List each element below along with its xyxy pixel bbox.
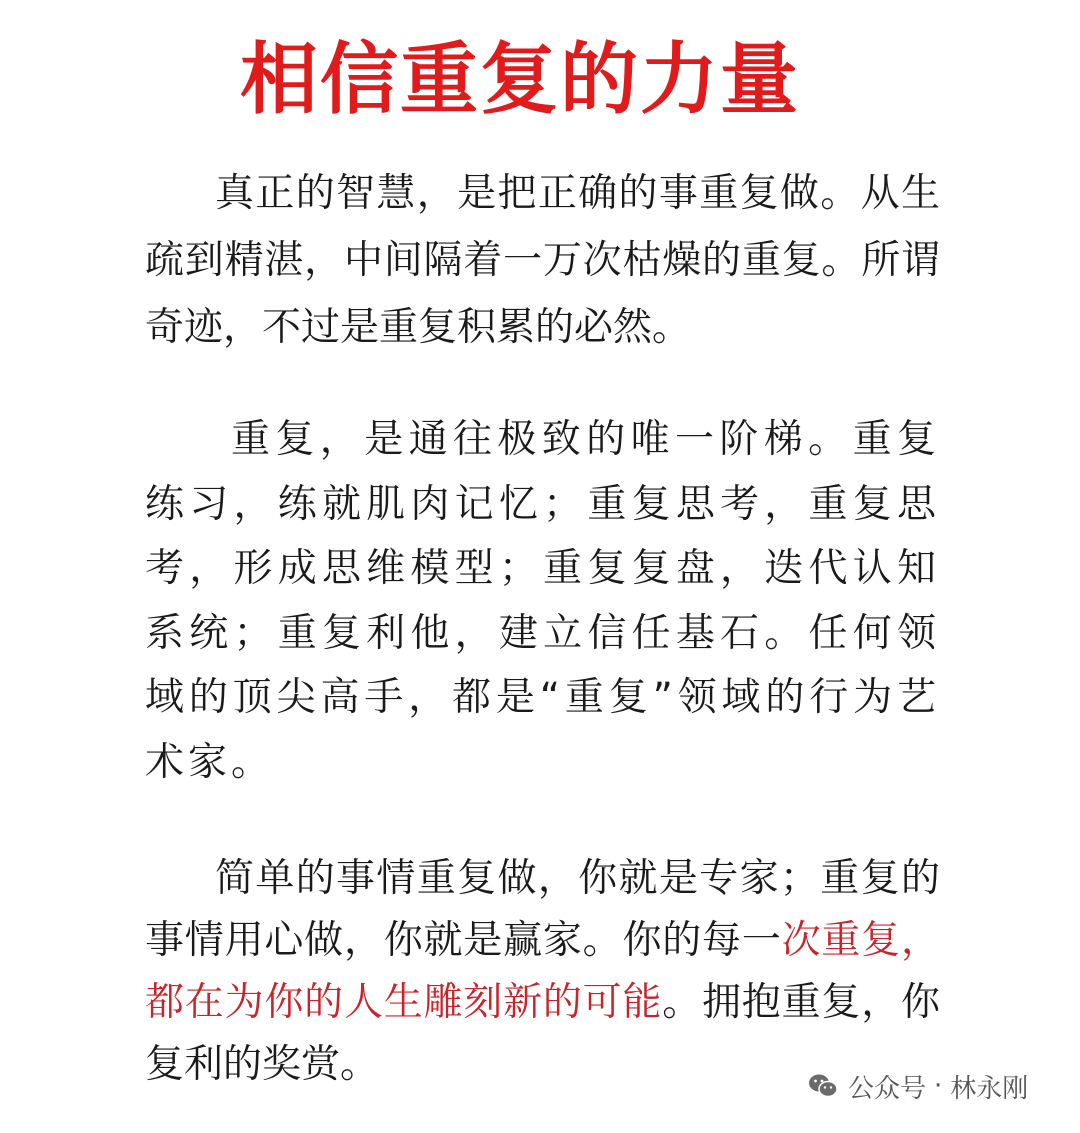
- watermark-platform: 公众号: [848, 1073, 927, 1104]
- paragraph-3-text-end: 。拥抱重复，你复利的奖赏。: [145, 980, 940, 1087]
- paragraph-2: 重复，是通往极致的唯一阶梯。重复练习，练就肌肉记忆；重复思考，重复思考，形成思维模型；重复复盘，迭代认知系统；重复利他，建立信任基石。任何领域的顶尖高手，都是“重复”领域的行为艺术家。: [145, 417, 940, 785]
- watermark-author: 林永刚: [950, 1073, 1029, 1104]
- page-title: 相信重复的力量: [239, 34, 800, 125]
- watermark: [808, 1068, 1028, 1104]
- paragraph-3-highlight: 次重复，都在为你的人生雕刻新的可能: [145, 918, 940, 1025]
- watermark-separator: ·: [934, 1071, 943, 1101]
- paragraph-3-text-start: 简单的事情重复做，你就是专家；重复的事情用心做，你就是赢家。你的每一: [145, 856, 940, 963]
- paragraph-1: 真正的智慧，是把正确的事重复做。从生疏到精湛，中间隔着一万次枯燥的重复。所谓奇迹，不过是重复积累的必然。: [145, 171, 940, 350]
- wechat-icon: [808, 1073, 838, 1099]
- paragraph-3: [145, 848, 940, 1096]
